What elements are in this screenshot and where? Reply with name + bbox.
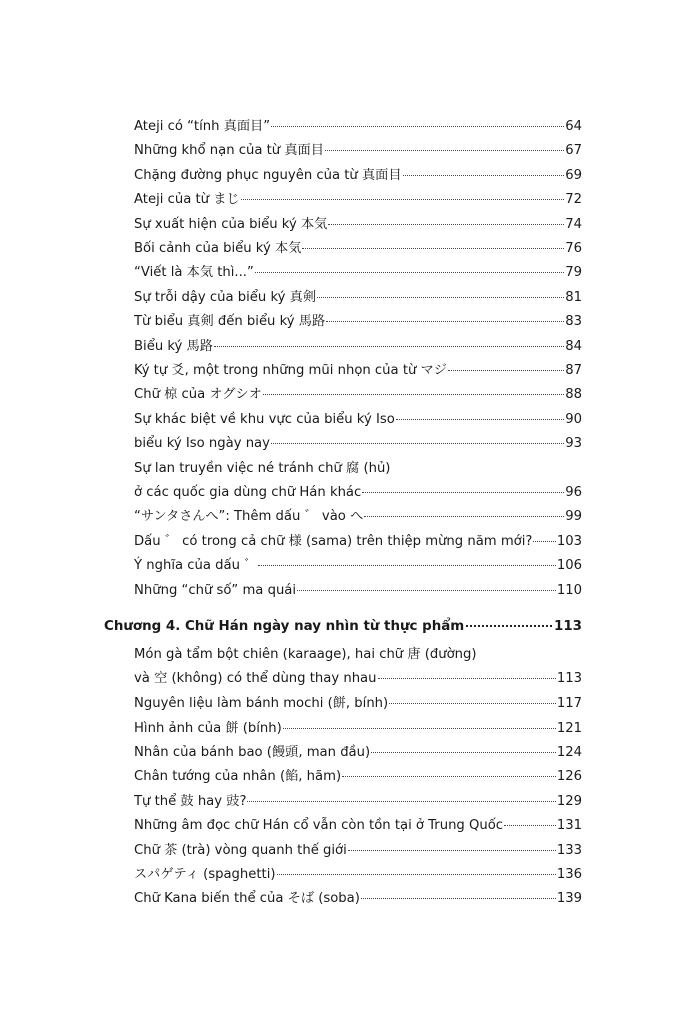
entry-title: Chặng đường phục nguyên của từ 真面目	[134, 167, 402, 183]
toc-entry	[134, 139, 582, 163]
entry-title: và 空 (không) có thể dùng thay nhau	[134, 671, 377, 687]
entry-title: Bối cảnh của biểu ký 本気	[134, 241, 302, 256]
toc-entry	[134, 692, 582, 716]
dot-leader	[283, 727, 556, 729]
page-number: 83	[565, 314, 582, 330]
page-number: 79	[565, 265, 582, 281]
toc-entry	[134, 335, 582, 359]
toc-entry	[134, 310, 582, 334]
entry-title: biểu ký Iso ngày nay	[134, 436, 270, 452]
entry-title: Nhân của bánh bao (饅頭, man đầu)	[134, 745, 371, 760]
toc-entry	[134, 505, 582, 529]
page-number: 69	[565, 167, 582, 183]
entry-title: スパゲティ (spaghetti)	[134, 867, 276, 882]
chapter-title: Chương 4. Chữ Hán ngày nay nhìn từ thực phẩm	[104, 619, 465, 634]
toc-entry	[134, 408, 582, 432]
entry-title: Ký tự 爻, một trong những mũi nhọn của từ マジ	[134, 363, 447, 378]
dot-leader	[271, 442, 564, 444]
page-number: 90	[565, 411, 582, 427]
entry-title: Biểu ký 馬路	[134, 338, 213, 354]
entry-title: ở các quốc gia dùng chữ Hán khác	[134, 484, 362, 500]
entry-title: Chữ 椋 của オグシオ	[134, 387, 262, 403]
dot-leader	[364, 515, 564, 517]
dot-leader	[241, 198, 565, 200]
toc-entry	[134, 530, 582, 554]
entry-title: Từ biểu 真剣 đến biểu ký 馬路	[134, 314, 326, 330]
entry-title: Sự khác biệt về khu vực của biểu ký Iso	[134, 411, 395, 427]
page-number: 117	[556, 696, 582, 712]
page-number: 110	[556, 582, 582, 598]
toc-entry	[134, 359, 582, 383]
toc-entry	[134, 887, 582, 911]
dot-leader	[348, 849, 556, 851]
entry-title: Ateji có “tính 真面目”	[134, 119, 271, 134]
page-number: 124	[556, 745, 582, 760]
page-number: 136	[556, 867, 582, 882]
entry-title: Chữ Kana biến thể của そば (soba)	[134, 891, 360, 907]
chapter-heading	[104, 615, 582, 639]
dot-leader	[255, 271, 564, 273]
dot-leader	[396, 418, 564, 420]
dot-leader	[378, 677, 556, 679]
toc-entry	[134, 164, 582, 188]
page-number: 113	[556, 671, 582, 687]
page-number: 113	[554, 619, 582, 634]
toc-entry	[134, 383, 582, 407]
toc-entry	[134, 863, 582, 887]
page-number: 74	[565, 216, 582, 232]
dot-leader	[504, 824, 556, 826]
entry-title: Những khổ nạn của từ 真面目	[134, 143, 324, 159]
dot-leader	[258, 564, 555, 566]
page-number: 81	[565, 289, 582, 305]
toc-entry	[134, 579, 582, 603]
dot-leader	[403, 174, 565, 176]
toc-entry	[134, 643, 582, 691]
entry-title: Sự trỗi dậy của biểu ký 真剣	[134, 289, 317, 305]
page-number: 93	[565, 436, 582, 452]
toc-entry	[134, 790, 582, 814]
page-number: 67	[565, 143, 582, 159]
page-number: 133	[556, 842, 582, 858]
page-number: 88	[565, 387, 582, 403]
toc-entry	[134, 237, 582, 261]
entry-title: Món gà tẩm bột chiên (karaage), hai chữ 唐 (đường)	[134, 647, 477, 663]
page-number: 64	[565, 119, 582, 134]
page-number: 139	[556, 891, 582, 907]
dot-leader	[371, 751, 556, 753]
page-number: 129	[556, 793, 582, 809]
dot-leader	[263, 393, 564, 395]
toc-entry	[134, 115, 582, 139]
entry-title: “Viết là 本気 thì...”	[134, 265, 254, 281]
dot-leader	[277, 873, 556, 875]
dot-leader	[342, 775, 556, 777]
entry-title: Hình ảnh của 餅 (bính)	[134, 720, 282, 736]
dot-leader	[271, 125, 564, 127]
toc-entry	[134, 432, 582, 456]
dot-leader	[389, 702, 556, 704]
page-number: 76	[565, 241, 582, 256]
dot-leader	[326, 320, 564, 322]
page-number: 121	[556, 720, 582, 736]
entry-title: Dấu ゛ có trong cả chữ 様 (sama) trên thiệp mừng năm mới?	[134, 533, 533, 549]
dot-leader	[325, 149, 564, 151]
entry-title: Ateji của từ まじ	[134, 192, 240, 208]
dot-leader	[362, 491, 564, 493]
dot-leader	[361, 897, 556, 899]
entry-title: Chữ 茶 (trà) vòng quanh thế giới	[134, 842, 347, 858]
entry-title: Sự lan truyền việc né tránh chữ 腐 (hủ)	[134, 460, 391, 476]
toc-entry	[134, 261, 582, 285]
page-number: 103	[556, 533, 582, 549]
toc-entry	[134, 188, 582, 212]
toc-entry	[134, 839, 582, 863]
toc-entry	[134, 717, 582, 741]
dot-leader	[328, 223, 564, 225]
toc-entry	[134, 286, 582, 310]
page-number: 87	[565, 363, 582, 378]
dot-leader	[317, 296, 564, 298]
page-number: 131	[556, 818, 582, 834]
toc-entry	[134, 554, 582, 578]
dot-leader	[302, 247, 564, 249]
toc-entry	[134, 765, 582, 789]
toc-entry	[134, 457, 582, 505]
dot-leader	[297, 589, 556, 591]
dot-leader	[247, 800, 555, 802]
page-number: 72	[565, 192, 582, 208]
entry-title: “サンタさんへ”: Thêm dấu ゛ vào へ	[134, 509, 364, 525]
toc-entry	[134, 814, 582, 838]
entry-title: Nguyên liệu làm bánh mochi (餅, bính)	[134, 696, 389, 712]
dot-leader	[214, 345, 564, 347]
dot-leader	[533, 540, 555, 542]
entry-title: Chân tướng của nhân (餡, hãm)	[134, 769, 342, 785]
page-number: 106	[556, 558, 582, 574]
page-number: 84	[565, 338, 582, 354]
toc-entry	[134, 741, 582, 765]
dot-leader	[466, 624, 552, 627]
entry-title: Ý nghĩa của dấu ゛	[134, 558, 258, 574]
page-number: 96	[565, 484, 582, 500]
toc-entry	[134, 213, 582, 237]
entry-title: Những “chữ số” ma quái	[134, 582, 297, 598]
entry-title: Sự xuất hiện của biểu ký 本気	[134, 216, 328, 232]
page-number: 99	[565, 509, 582, 525]
entry-title: Tự thể 鼓 hay 豉?	[134, 793, 247, 809]
page-number: 126	[556, 769, 582, 785]
entry-title: Những âm đọc chữ Hán cổ vẫn còn tồn tại ở Trung Quốc	[134, 818, 504, 834]
dot-leader	[448, 369, 564, 371]
